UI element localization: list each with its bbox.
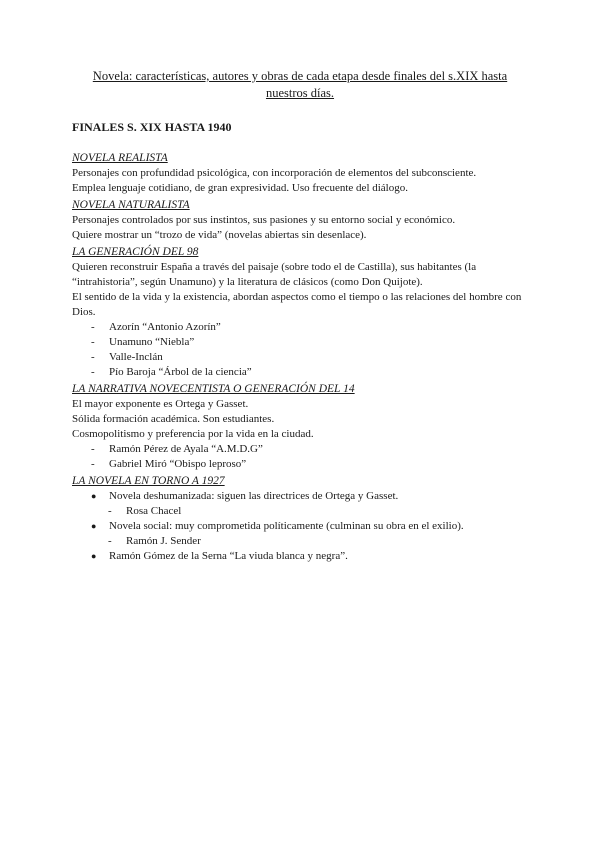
author-list	[72, 442, 528, 472]
list-item: - Pío Baroja “Árbol de la ciencia”	[91, 365, 528, 380]
bullet-text: Novela social: muy comprometida políticamente (culminan su obra en el exilio).	[109, 520, 464, 532]
list-item: - Unamuno “Niebla”	[91, 335, 528, 350]
paragraph-line: El sentido de la vida y la existencia, abordan aspectos como el tiempo o las relaciones del hombre con Dios.	[72, 291, 522, 318]
bullet-item	[91, 519, 528, 534]
sub-list-item: - Rosa Chacel	[108, 504, 528, 519]
paragraph-line: Personajes con profundidad psicológica, con incorporación de elementos del subconsciente.	[72, 167, 477, 179]
bullet-text: Ramón Gómez de la Serna “La viuda blanca y negra”.	[109, 550, 348, 562]
heading-novela-realista: NOVELA REALISTA	[72, 152, 168, 164]
list-item: - Azorín “Antonio Azorín”	[91, 320, 528, 335]
bullet-list	[72, 519, 528, 534]
section-heading: FINALES S. XIX HASTA 1940	[72, 120, 232, 134]
document-title: Novela: características, autores y obras de cada etapa desde finales del s.XIX hasta nuestros días.	[92, 69, 508, 100]
list-item: - Gabriel Miró “Obispo leproso”	[91, 457, 528, 472]
heading-narrativa-novecentista: LA NARRATIVA NOVECENTISTA O GENERACIÓN DEL 14	[72, 383, 355, 395]
paragraph-line: Quieren reconstruir España a través del paisaje (sobre todo el de Castilla), sus habitantes (la “intrahistoria”, según Unamuno) y la literatura de clásicos (como Don Quijote).	[72, 261, 477, 288]
paragraph-line: Cosmopolitismo y preferencia por la vida en la ciudad.	[72, 428, 314, 440]
heading-novela-naturalista: NOVELA NATURALISTA	[72, 199, 190, 211]
bullet-icon: ●	[91, 491, 97, 501]
paragraph-line: Quiere mostrar un “trozo de vida” (novelas abiertas sin desenlace).	[72, 229, 367, 241]
paragraph-line: Personajes controlados por sus instintos, sus pasiones y su entorno social y económico.	[72, 214, 456, 226]
bullet-item	[91, 549, 528, 564]
bullet-item	[91, 489, 528, 504]
author-list	[72, 320, 528, 380]
document-page	[72, 68, 528, 564]
list-item: - Valle-Inclán	[91, 350, 528, 365]
sub-list-item: - Ramón J. Sender	[108, 534, 528, 549]
bullet-text: Novela deshumanizada: siguen las directrices de Ortega y Gasset.	[109, 490, 399, 502]
paragraph-line: Emplea lenguaje cotidiano, de gran expresividad. Uso frecuente del diálogo.	[72, 182, 408, 194]
bullet-list	[72, 489, 528, 504]
paragraph-line: El mayor exponente es Ortega y Gasset.	[72, 398, 249, 410]
sub-list	[72, 534, 528, 549]
bullet-list	[72, 549, 528, 564]
list-item: - Ramón Pérez de Ayala “A.M.D.G”	[91, 442, 528, 457]
heading-generacion-98: LA GENERACIÓN DEL 98	[72, 246, 199, 258]
paragraph-line: Sólida formación académica. Son estudiantes.	[72, 413, 275, 425]
bullet-icon: ●	[91, 521, 97, 531]
bullet-icon: ●	[91, 551, 97, 561]
heading-novela-1927: LA NOVELA EN TORNO A 1927	[72, 475, 225, 487]
sub-list	[72, 504, 528, 519]
